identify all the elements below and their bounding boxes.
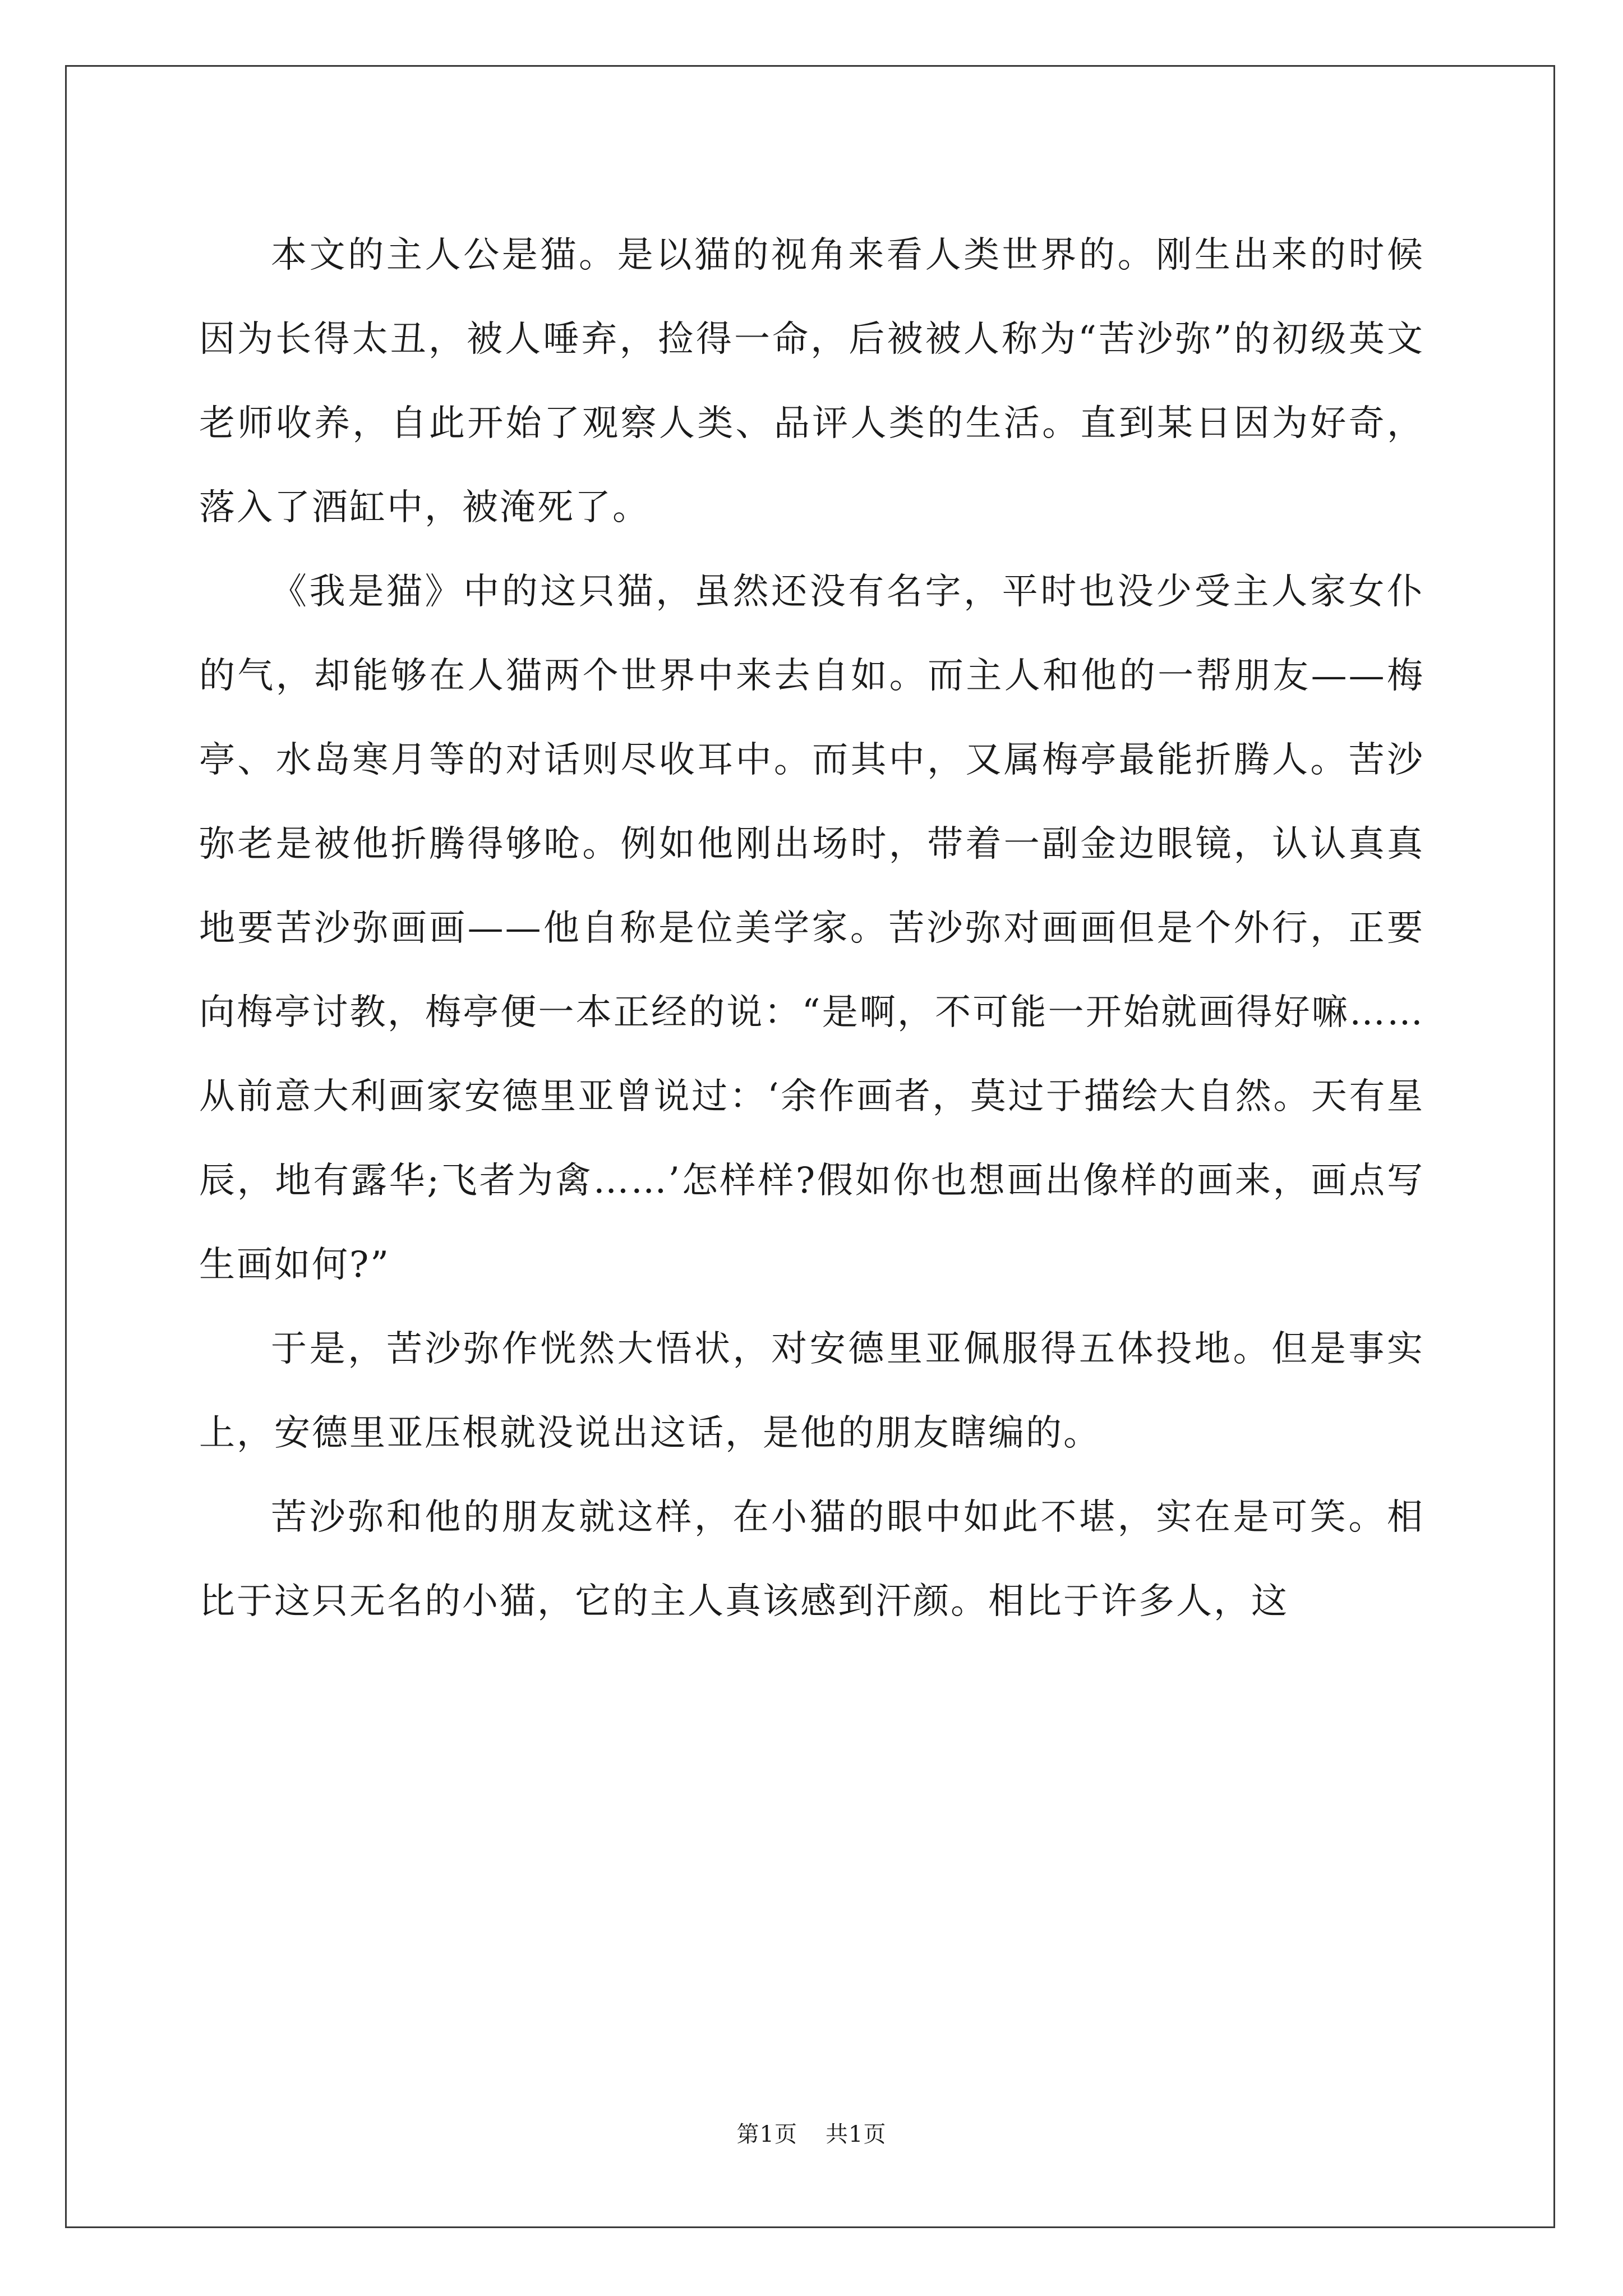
page-number: 第1页 bbox=[736, 2122, 797, 2147]
paragraph-4: 苦沙弥和他的朋友就这样，在小猫的眼中如此不堪，实在是可笑。相比于这只无名的小猫，它的主人真该感到汗颜。相比于许多人，这 bbox=[199, 1497, 1424, 1622]
document-body bbox=[199, 213, 1424, 1644]
total-pages: 共1页 bbox=[826, 2122, 887, 2147]
paragraph-2: 《我是猫》中的这只猫，虽然还没有名字，平时也没少受主人家女仆的气，却能够在人猫两个世界中来去自如。而主人和他的一帮朋友——梅亭、水岛寒月等的对话则尽收耳中。而其中，又属梅亭最能折腾人。苦沙弥老是被他折腾得够呛。例如他刚出场时，带着一副金边眼镜，认认真真地要苦沙弥画画——他自称是位美学家。苦沙弥对画画但是个外行，正要向梅亭讨教，梅亭便一本正经的说：“是啊，不可能一开始就画得好嘛……从前意大利画家安德里亚曾说过：‘余作画者，莫过于描绘大自然。天有星辰，地有露华;飞者为禽……’怎样样?假如你也想画出像样的画来，画点写生画如何?” bbox=[199, 571, 1424, 1286]
paragraph-3: 于是，苦沙弥作恍然大悟状，对安德里亚佩服得五体投地。但是事实上，安德里亚压根就没说出这话，是他的朋友瞎编的。 bbox=[199, 1328, 1424, 1454]
paragraph-1: 本文的主人公是猫。是以猫的视角来看人类世界的。刚生出来的时候因为长得太丑，被人唾弃，捡得一命，后被被人称为“苦沙弥”的初级英文老师收养，自此开始了观察人类、品评人类的生活。直到某日因为好奇，落入了酒缸中，被淹死了。 bbox=[199, 234, 1424, 528]
page-footer bbox=[0, 2120, 1623, 2148]
